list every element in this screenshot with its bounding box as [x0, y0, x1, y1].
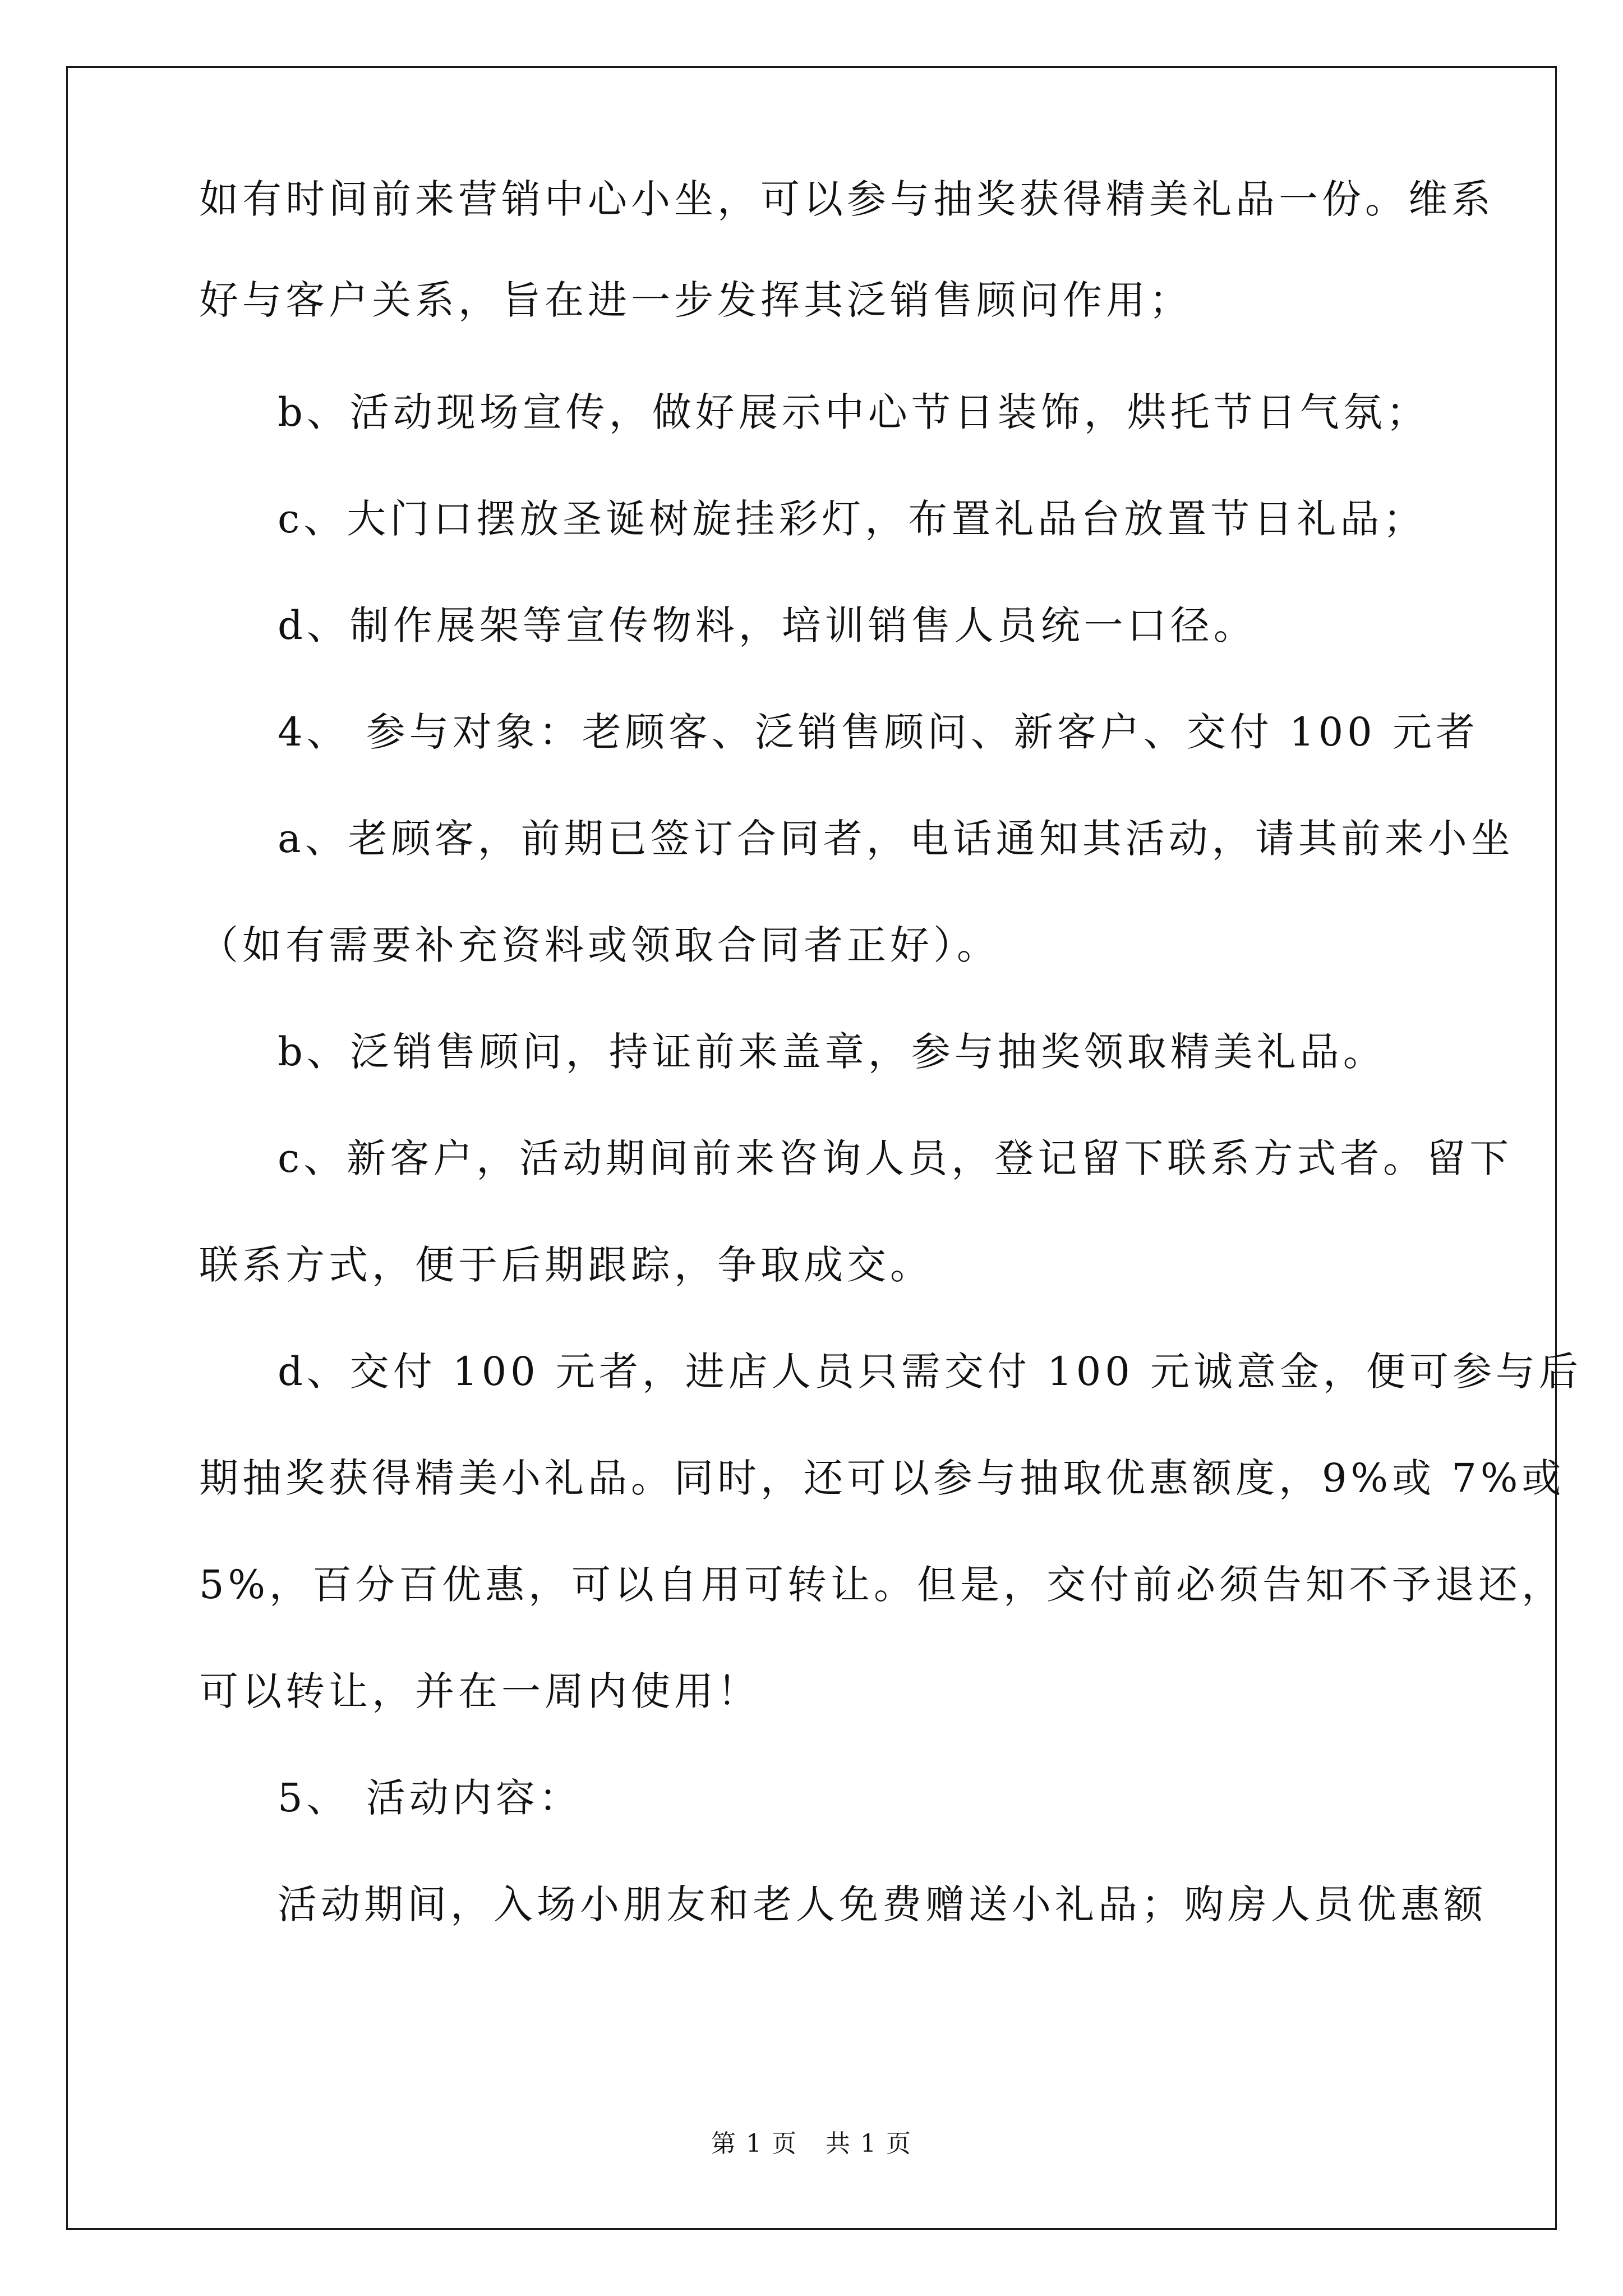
text-line-11: 联系方式，便于后期跟踪，争取成交。 — [199, 1242, 933, 1288]
page-number-total: 共 1 页 — [826, 2129, 912, 2158]
text-line-13: 期抽奖获得精美小礼品。同时，还可以参与抽取优惠额度，9%或 7%或 — [199, 1455, 1565, 1501]
text-line-2: 好与客户关系，旨在进一步发挥其泛销售顾问作用； — [199, 277, 1192, 323]
page-number-current: 第 1 页 — [711, 2129, 797, 2158]
text-line-3: b、活动现场宣传，做好展示中心节日装饰，烘托节日气氛； — [278, 389, 1430, 435]
text-line-5: d、制作展架等宣传物料，培训销售人员统一口径。 — [278, 602, 1257, 648]
text-line-4: c、大门口摆放圣诞树旋挂彩灯，布置礼品台放置节日礼品； — [278, 496, 1427, 542]
text-line-10: c、新客户，活动期间前来咨询人员，登记留下联系方式者。留下 — [278, 1135, 1513, 1181]
text-line-17: 活动期间，入场小朋友和老人免费赠送小礼品；购房人员优惠额 — [278, 1881, 1487, 1927]
text-line-15: 可以转让，并在一周内使用！ — [199, 1668, 760, 1714]
text-line-9: b、泛销售顾问，持证前来盖章，参与抽奖领取精美礼品。 — [278, 1029, 1386, 1075]
text-line-14: 5%，百分百优惠，可以自用可转让。但是，交付前必须告知不予退还， — [199, 1562, 1565, 1608]
text-line-7: a、老顾客，前期已签订合同者，电话通知其活动，请其前来小坐 — [278, 816, 1514, 862]
page-footer — [0, 2127, 1623, 2161]
text-line-8: （如有需要补充资料或领取合同者正好）。 — [199, 922, 1000, 968]
text-line-1: 如有时间前来营销中心小坐，可以参与抽奖获得精美礼品一份。维系 — [199, 176, 1495, 222]
text-line-16: 5、 活动内容： — [278, 1775, 582, 1821]
text-line-12: d、交付 100 元者，进店人员只需交付 100 元诚意金，便可参与后 — [278, 1349, 1583, 1395]
text-line-6: 4、 参与对象：老顾客、泛销售顾问、新客户、交付 100 元者 — [278, 709, 1479, 755]
